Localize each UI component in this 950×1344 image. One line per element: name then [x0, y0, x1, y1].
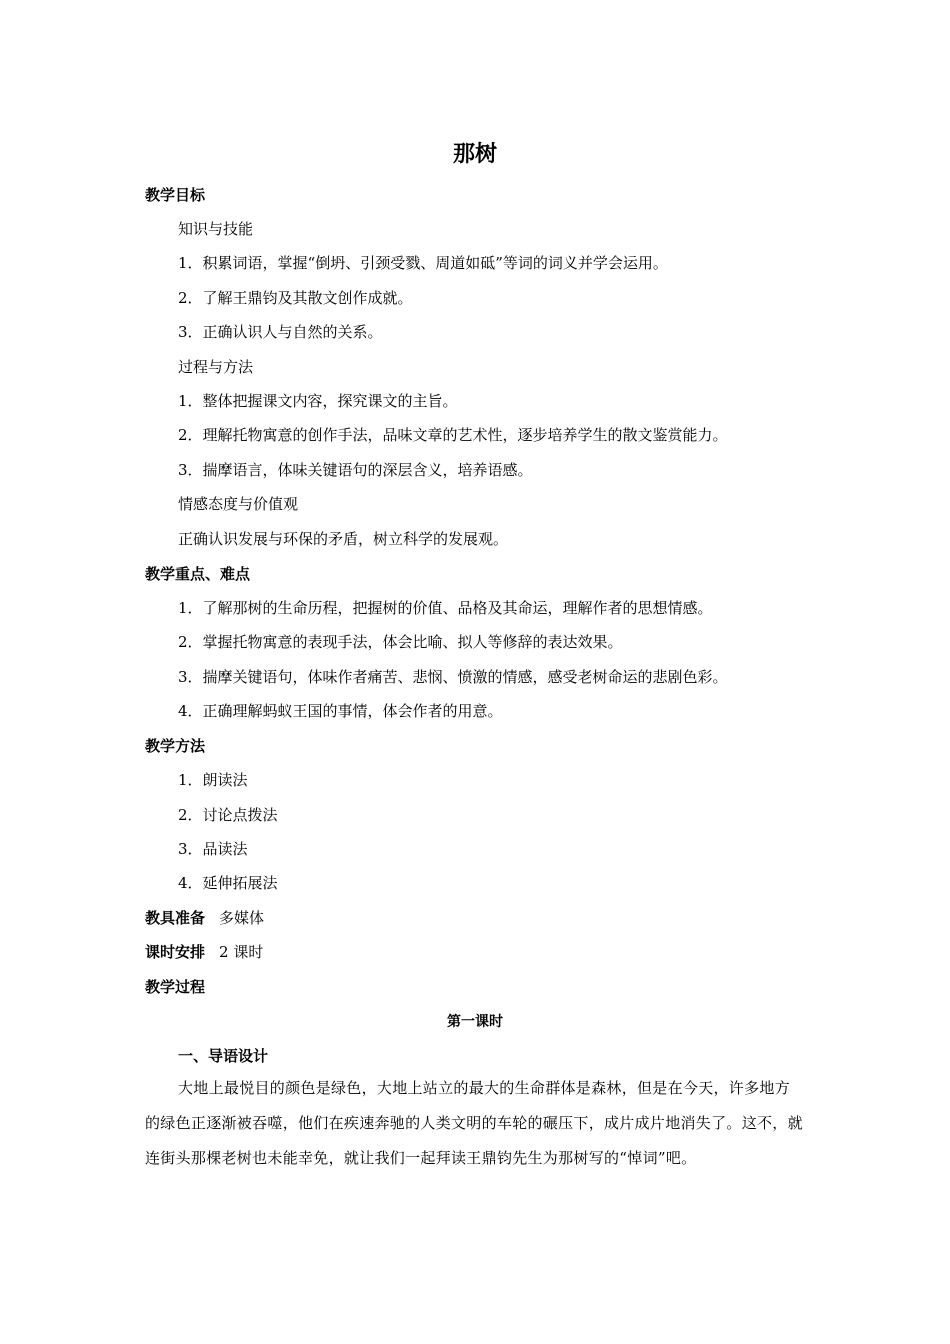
heading-goals: 教学目标 — [145, 186, 206, 204]
list-item: 1．整体把握课文内容，探究课文的主旨。 — [178, 392, 458, 410]
list-item: 3．正确认识人与自然的关系。 — [178, 323, 383, 341]
schedule-row — [145, 941, 263, 963]
list-item: 3．揣摩关键语句，体味作者痛苦、悲悯、愤激的情感，感受老树命运的悲剧色彩。 — [178, 668, 728, 686]
list-item: 2．理解托物寓意的创作手法，品味文章的艺术性，逐步培养学生的散文鉴赏能力。 — [178, 426, 728, 444]
list-item: 1．积累词语，掌握“倒坍、引颈受戮、周道如砥”等词的词义并学会运用。 — [178, 254, 668, 272]
list-item: 1．了解那树的生命历程，把握树的价值、品格及其命运，理解作者的思想情感。 — [178, 599, 713, 617]
list-item: 3．品读法 — [178, 840, 248, 858]
heading-key-points: 教学重点、难点 — [145, 565, 251, 583]
emotion-text: 正确认识发展与环保的矛盾，树立科学的发展观。 — [178, 530, 509, 548]
list-item: 2．了解王鼎钧及其散文创作成就。 — [178, 289, 413, 307]
schedule-label: 课时安排 — [145, 943, 206, 961]
list-item: 4．延伸拓展法 — [178, 874, 278, 892]
schedule-value: 2 课时 — [219, 943, 264, 961]
list-item: 2．掌握托物寓意的表现手法，体会比喻、拟人等修辞的表达效果。 — [178, 633, 623, 651]
subheading-knowledge: 知识与技能 — [178, 220, 254, 238]
document-title: 那树 — [452, 142, 497, 167]
lesson-title: 第一课时 — [447, 1014, 503, 1030]
list-item: 3．揣摩语言，体味关键语句的深层含义，培养语感。 — [178, 461, 533, 479]
subheading-process: 过程与方法 — [178, 358, 254, 376]
list-item: 4．正确理解蚂蚁王国的事情，体会作者的用意。 — [178, 702, 503, 720]
heading-process: 教学过程 — [145, 978, 206, 996]
intro-paragraph: 大地上最悦目的颜色是绿色，大地上站立的最大的生命群体是森林，但是在今天，许多地方的绿色正逐渐被吞噬，他们在疾速奔驰的人类文明的车轮的碾压下，成片成片地消失了。这不，就连街头那棵老树也未能幸免，就让我们一起拜读王鼎钧先生为那树写的“悼词”吧。 — [145, 1079, 803, 1167]
tools-label: 教具准备 — [145, 909, 206, 927]
tools-value: 多媒体 — [219, 909, 265, 927]
list-item: 2．讨论点拨法 — [178, 806, 278, 824]
section-heading: 一、导语设计 — [178, 1047, 269, 1065]
list-item: 1．朗读法 — [178, 771, 248, 789]
subheading-emotion: 情感态度与价值观 — [178, 495, 299, 513]
tools-row — [145, 907, 264, 929]
heading-methods: 教学方法 — [145, 737, 206, 755]
